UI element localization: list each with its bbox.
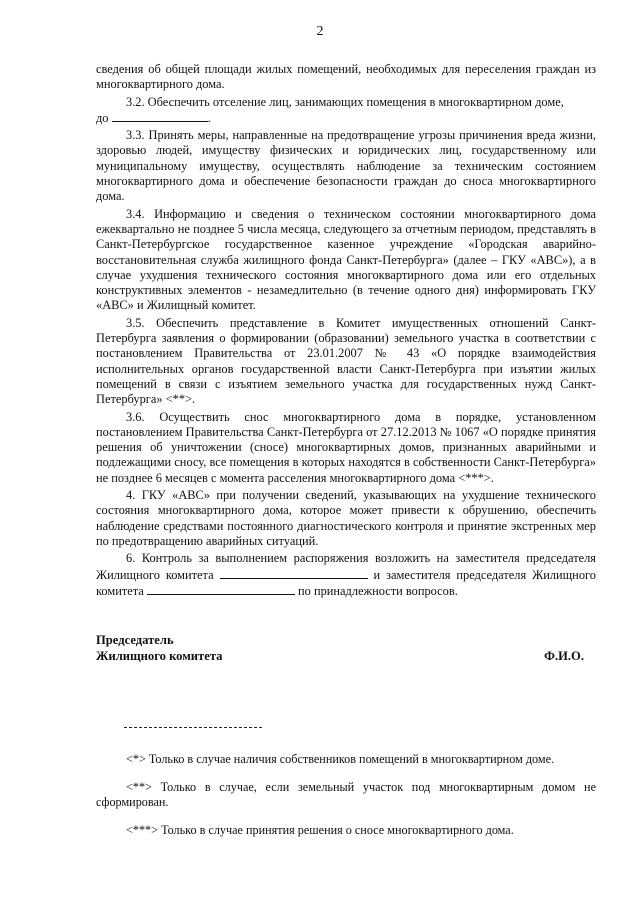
paragraph-4: 4. ГКУ «АВС» при получении сведений, указывающих на ухудшение технического состояния многоквартирного дома, которое может привести к обрушению, обеспечить наблюдение средствами постоянного диагностического контроля и принятие экстренных мер по предотвращению аварийных ситуаций. bbox=[96, 488, 596, 548]
paragraph-6-text2: и заместителя председателя Жилищного комитета bbox=[96, 567, 596, 598]
footnote-separator bbox=[124, 727, 262, 728]
signature-name: Ф.И.О. bbox=[544, 649, 584, 663]
footnote-3: <***> Только в случае принятия решения о сносе многоквартирного дома. bbox=[126, 822, 514, 837]
paragraph-3-3: 3.3. Принять меры, направленные на предотвращение угрозы причинения вреда жизни, здоровью людей, имуществу физических и юридических лиц, государственному или муниципальному имуществу, осуществлять наблюдение за техническим состоянием многоквартирного дома и обеспечение безопасности граждан до сноса многоквартирного дома. bbox=[96, 128, 596, 204]
footnotes bbox=[96, 752, 596, 850]
paragraph-3-2-text: 3.2. Обеспечить отселение лиц, занимающих помещения в многоквартирном доме, bbox=[126, 94, 564, 109]
paragraph-3-1-continuation: сведения об общей площади жилых помещений, необходимых для переселения граждан из многоквартирного дома. bbox=[96, 62, 596, 92]
paragraph-6-text: 6. Контроль за выполнением распоряжения возложить на заместителя председателя Жилищного комитета bbox=[96, 551, 596, 582]
date-blank bbox=[112, 110, 208, 122]
paragraph-6-text3: по принадлежности вопросов. bbox=[298, 583, 458, 598]
paragraph-3-4: 3.4. Информацию и сведения о техническом состоянии многоквартирного дома ежеквартально не позднее 5 числа месяца, следующего за отчетным периодом, представлять в Санкт-Петербургское государственное казенное учреждение «Городская аварийно-восстановительная служба жилищного фонда Санкт-Петербурга» (далее – ГКУ «АВС»), а в случае ухудшения технического состояния многоквартирного дома или его отдельных конструктивных элементов - незамедлительно (в течение одного дня) информировать ГКУ «АВС» и Жилищный комитет. bbox=[96, 206, 596, 313]
paragraph-3-2: 3.2. Обеспечить отселение лиц, занимающих помещения в многоквартирном доме, до . bbox=[96, 94, 564, 125]
paragraph-3-6: 3.6. Осуществить снос многоквартирного дома в порядке, установленном постановлением Правительства Санкт-Петербурга от 27.12.2013 № 1067 «О порядке принятия решения об уничтожении (сносе) многоквартирных домов, признанных аварийными и подлежащими сносу, все помещения в которых находятся в собственности Санкт-Петербурга» не позднее 6 месяцев с момента расселения многоквартирного дома <***>. bbox=[96, 409, 596, 485]
footnote-1: <*> Только в случае наличия собственников помещений в многоквартирном доме. bbox=[126, 752, 555, 766]
deputy-2-blank bbox=[147, 583, 295, 595]
page-number: 2 bbox=[316, 24, 324, 39]
footnote-2: <**> Только в случае, если земельный участок под многоквартирным домом не сформирован. bbox=[96, 779, 596, 809]
deputy-1-blank bbox=[220, 567, 368, 579]
paragraph-3-5: 3.5. Обеспечить представление в Комитет имущественных отношений Санкт-Петербурга заявления о формировании (образовании) земельного участка в соответствии с постановлением Правительства от 23.01.2007 № 43 «О порядке взаимодействия исполнительных органов государственной власти Санкт-Петербурга при изъятии жилых помещений в связи с изъятием земельного участка для государственных нужд Санкт-Петербурга» <**>. bbox=[96, 315, 596, 407]
signature-block bbox=[96, 632, 584, 664]
paragraph-6 bbox=[96, 551, 596, 599]
signature-position-line1: Председатель bbox=[96, 633, 174, 647]
paragraph-3-2-until: до bbox=[96, 110, 109, 125]
document-body bbox=[96, 62, 596, 601]
signature-position-line2: Жилищного комитета bbox=[96, 649, 223, 663]
